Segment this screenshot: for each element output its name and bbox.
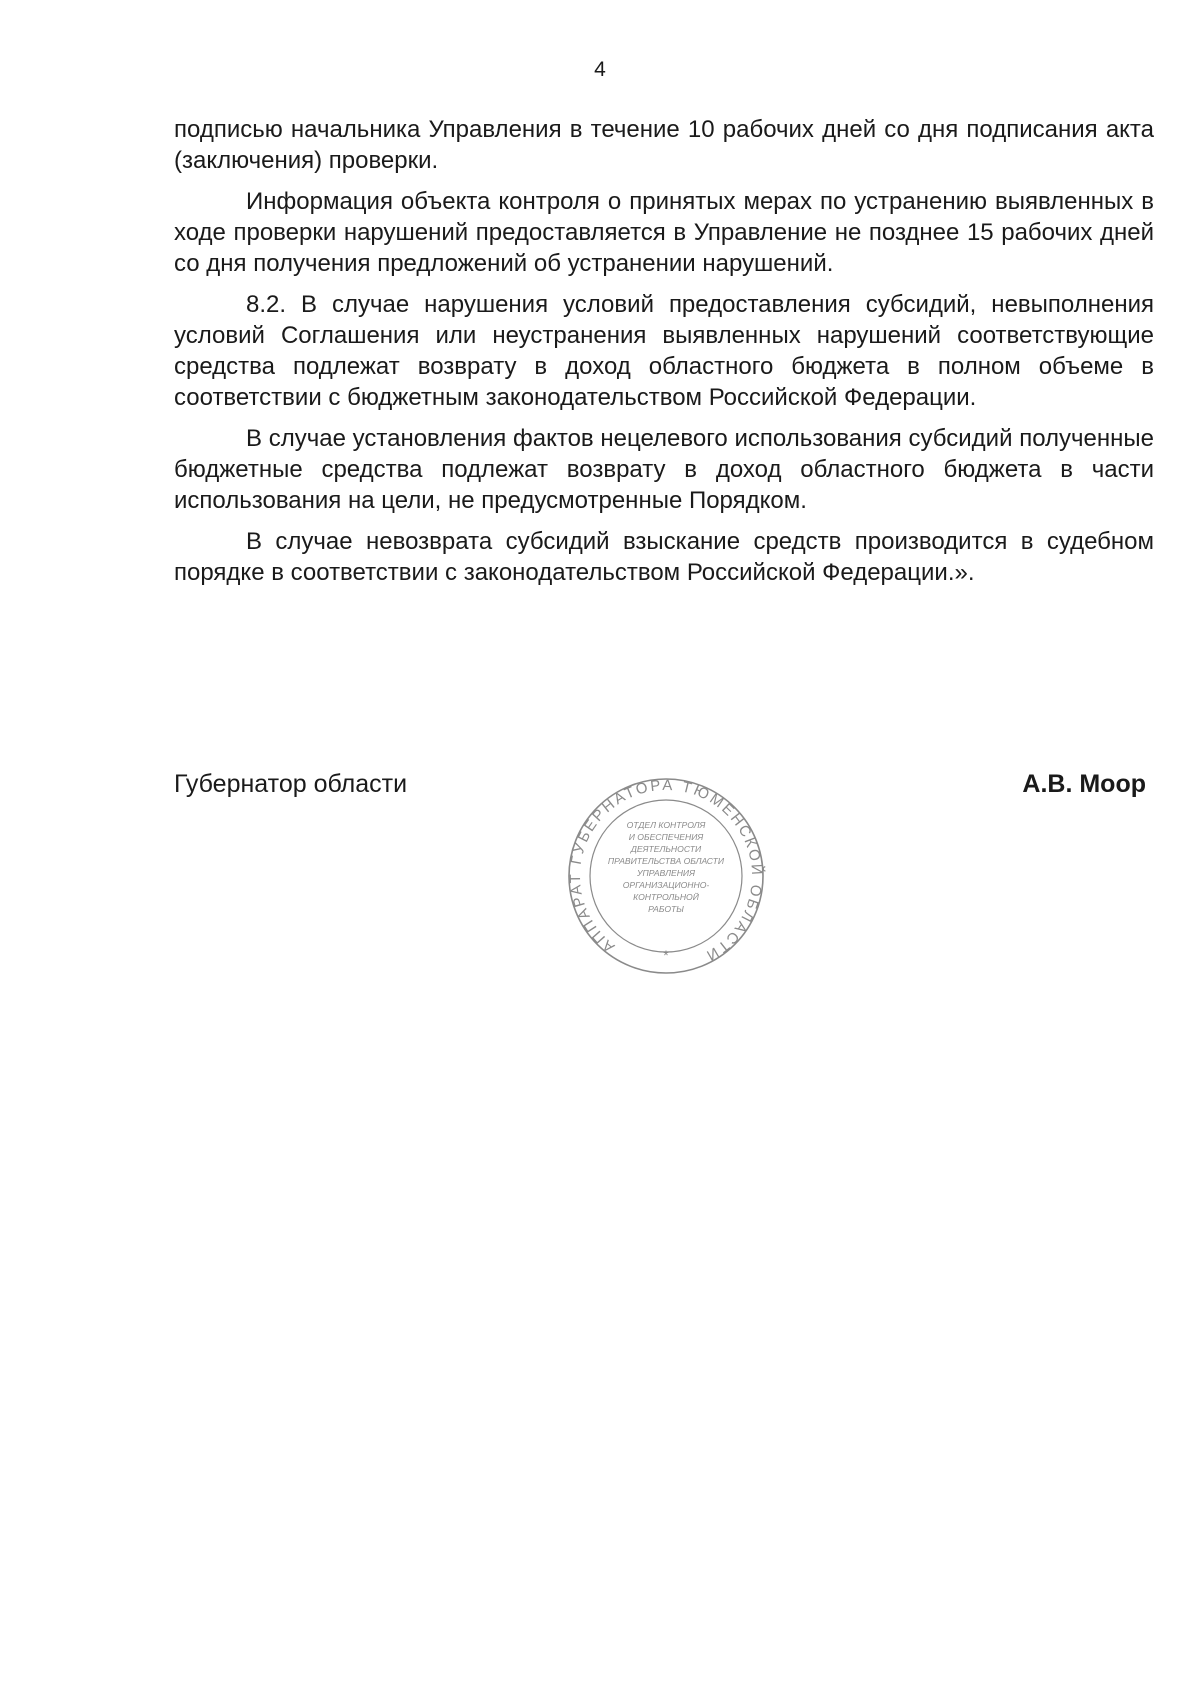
seal-inner-text	[608, 820, 725, 914]
paragraph-3: 8.2. В случае нарушения условий предоставления субсидий, невыполнения условий Соглашения или неустранения выявленных нарушений соответствующие средства подлежат возврату в доход областного бюджета в полном объеме в соответствии с бюджетным законодательством Российской Федерации.	[174, 291, 1154, 411]
seal-inner-line: КОНТРОЛЬНОЙ	[633, 892, 699, 902]
seal-inner-line: ДЕЯТЕЛЬНОСТИ	[630, 844, 702, 854]
paragraph-1: подписью начальника Управления в течение 10 рабочих дней со дня подписания акта (заключения) проверки.	[174, 116, 1154, 174]
seal-inner-line: УПРАВЛЕНИЯ	[637, 868, 695, 878]
seal-inner-line: ОТДЕЛ КОНТРОЛЯ	[626, 820, 706, 830]
page-number: 4	[594, 58, 606, 81]
paragraph-2: Информация объекта контроля о принятых мерах по устранению выявленных в ходе проверки нарушений предоставляется в Управление не позднее 15 рабочих дней со дня получения предложений об устранении нарушений.	[174, 188, 1154, 277]
signature-name: А.В. Моор	[1022, 770, 1146, 798]
seal-outer-text: АППАРАТ ГУБЕРНАТОРА ТЮМЕНСКОЙ ОБЛАСТИ	[566, 776, 766, 965]
official-seal	[566, 776, 766, 976]
seal-inner-line: И ОБЕСПЕЧЕНИЯ	[628, 832, 704, 842]
paragraph-5: В случае невозврата субсидий взыскание средств производится в судебном порядке в соответствии с законодательством Российской Федерации.».	[174, 528, 1154, 586]
paragraph-4: В случае установления фактов нецелевого использования субсидий полученные бюджетные средства подлежат возврату в доход областного бюджета в части использования на цели, не предусмотренные Порядком.	[174, 425, 1154, 514]
signature-title: Губернатор области	[174, 770, 408, 798]
seal-inner-line: ПРАВИТЕЛЬСТВА ОБЛАСТИ	[607, 856, 725, 866]
seal-inner-line: ОРГАНИЗАЦИОННО-	[622, 880, 710, 890]
seal-star: *	[663, 947, 669, 963]
seal-inner-line: РАБОТЫ	[648, 904, 684, 914]
document-body	[174, 114, 1154, 598]
